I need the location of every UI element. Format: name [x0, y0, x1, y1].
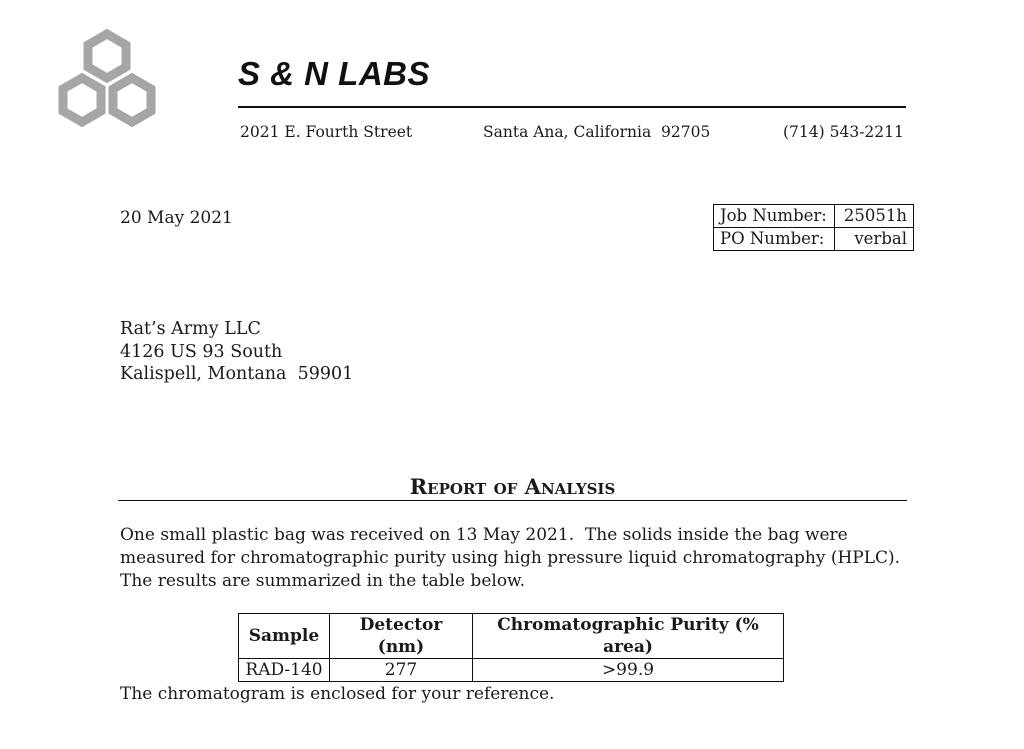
addressee-block [120, 318, 353, 386]
job-number-row [714, 205, 914, 228]
results-table [238, 613, 784, 682]
cell-sample: RAD-140 [239, 659, 330, 682]
company-phone: (714) 543-2211 [783, 123, 904, 141]
table-row [239, 659, 784, 682]
results-header-row [239, 614, 784, 659]
company-name: S & N LABS [238, 55, 431, 92]
title-divider [118, 500, 907, 501]
header-sample: Sample [239, 614, 330, 659]
job-number-label: Job Number: [714, 205, 835, 228]
po-number-value: verbal [835, 228, 914, 251]
job-number-value: 25051h [835, 205, 914, 228]
addressee-city: Kalispell, Montana 59901 [120, 364, 354, 384]
header-divider [238, 106, 906, 108]
letter-date: 20 May 2021 [120, 208, 233, 228]
company-street: 2021 E. Fourth Street [240, 123, 413, 141]
closing-sentence: The chromatogram is enclosed for your reference. [120, 684, 555, 704]
body-paragraph: One small plastic bag was received on 13 May 2021. The solids inside the bag were measured for chromatographic purity using high pressure liquid chromatography (HPLC). The results are summarized in the table below. [120, 525, 911, 591]
cell-purity: >99.9 [473, 659, 784, 682]
addressee-name: Rat’s Army LLC [120, 319, 261, 339]
job-info-table [713, 204, 914, 251]
po-number-row [714, 228, 914, 251]
addressee-street: 4126 US 93 South [120, 341, 283, 362]
hexagon-logo-icon [54, 28, 160, 134]
cell-detector: 277 [330, 659, 473, 682]
po-number-label: PO Number: [714, 228, 835, 251]
header-purity: Chromatographic Purity (% area) [473, 614, 784, 659]
header-detector: Detector (nm) [330, 614, 473, 659]
company-city: Santa Ana, California 92705 [483, 123, 711, 141]
report-title: Report of Analysis [409, 474, 616, 499]
